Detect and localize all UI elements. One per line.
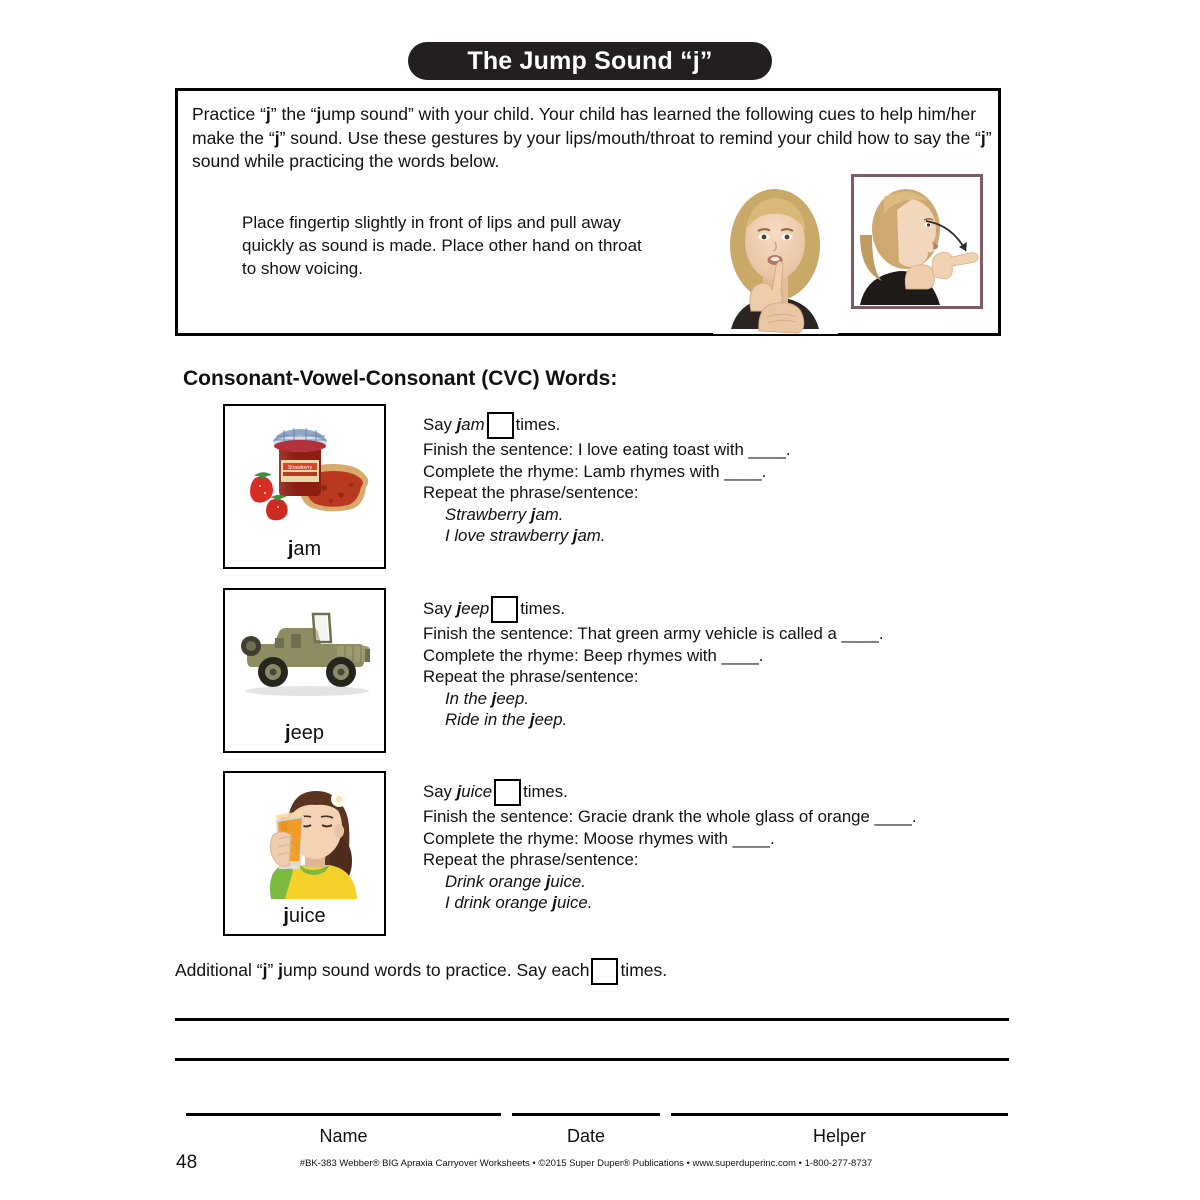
- complete-rhyme-jeep: Complete the rhyme: Beep rhymes with ____.: [423, 645, 764, 665]
- svg-text:Strawberry: Strawberry: [287, 465, 313, 471]
- complete-rhyme-juice: Complete the rhyme: Moose rhymes with ____.: [423, 828, 775, 848]
- additional-words-instruction: [175, 958, 667, 985]
- jam-illustration: [229, 410, 380, 534]
- instruction-paragraph: Practice “j” the “jump sound” with your child. Your child has learned the following cues to help him/her make the “j” sound. Use these gestures by your lips/mouth/throat to remind your child how to say the “j” sound while practicing the words below.: [192, 104, 992, 171]
- repeat-phrase-jam-2: I love strawberry jam.: [445, 525, 606, 545]
- additional-part-4: j: [278, 960, 284, 980]
- date-signature-line[interactable]: [512, 1113, 660, 1116]
- say-count-checkbox-juice[interactable]: [494, 779, 521, 806]
- say-suffix: times.: [515, 415, 561, 434]
- repeat-phrase-jeep-1: In the jeep.: [445, 688, 529, 708]
- section-heading: Consonant-Vowel-Consonant (CVC) Words:: [183, 367, 618, 390]
- woman-frontal-cue-photo: [713, 179, 838, 334]
- helper-signature-line[interactable]: [671, 1113, 1008, 1116]
- name-label: Name: [319, 1126, 368, 1146]
- picture-frame-jam: [223, 404, 386, 569]
- page-title-banner: [408, 42, 772, 80]
- picture-label-jam: jam: [287, 538, 322, 560]
- say-suffix: times.: [523, 782, 568, 801]
- say-prefix: Say: [423, 599, 452, 618]
- repeat-prompt-jeep: Repeat the phrase/sentence:: [423, 667, 639, 686]
- complete-rhyme-jam: Complete the rhyme: Lamb rhymes with ____.: [423, 461, 767, 481]
- juice-illustration: [229, 777, 380, 901]
- say-line-juice: Say juice times.: [423, 779, 1023, 806]
- word-lines-jam: [423, 412, 1023, 546]
- instruction-box: [175, 88, 1001, 336]
- picture-label-jeep: jeep: [285, 722, 324, 744]
- say-prefix: Say: [423, 782, 452, 801]
- say-suffix: times.: [520, 599, 566, 618]
- finish-sentence-juice: Finish the sentence: Gracie drank the whole glass of orange ____.: [423, 807, 917, 826]
- page-number: 48: [176, 1152, 198, 1173]
- write-in-line-1[interactable]: [175, 1018, 1009, 1021]
- repeat-phrase-jam-1: Strawberry jam.: [445, 504, 564, 524]
- picture-frame-jeep: [223, 588, 386, 753]
- picture-frame-juice: [223, 771, 386, 936]
- page-title: The Jump Sound “j”: [467, 46, 713, 75]
- repeat-phrase-juice-1: Drink orange juice.: [445, 871, 586, 891]
- woman-profile-cue-photo: [851, 174, 983, 309]
- helper-label: Helper: [812, 1126, 867, 1146]
- additional-part-2: j: [262, 960, 268, 980]
- write-in-line-2[interactable]: [175, 1058, 1009, 1061]
- additional-part-3: ”: [267, 960, 279, 980]
- repeat-prompt-jam: Repeat the phrase/sentence:: [423, 483, 639, 502]
- date-label: Date: [566, 1126, 606, 1146]
- say-count-checkbox-jeep[interactable]: [491, 596, 518, 623]
- repeat-phrase-juice-2: I drink orange juice.: [445, 892, 593, 912]
- repeat-prompt-juice: Repeat the phrase/sentence:: [423, 850, 639, 869]
- repeat-phrase-jeep-2: Ride in the jeep.: [445, 709, 568, 729]
- name-signature-line[interactable]: [186, 1113, 501, 1116]
- additional-count-checkbox[interactable]: [591, 958, 618, 985]
- finish-sentence-jeep: Finish the sentence: That green army vehicle is called a ____.: [423, 624, 884, 643]
- say-prefix: Say: [423, 415, 452, 434]
- additional-part-1: Additional “: [175, 960, 263, 980]
- word-lines-juice: [423, 779, 1023, 913]
- say-line-jeep: Say jeep times.: [423, 596, 1023, 623]
- say-count-checkbox-jam[interactable]: [487, 412, 514, 439]
- say-line-jam: Say jam times.: [423, 412, 1023, 439]
- jeep-illustration: [229, 594, 380, 718]
- copyright-notice: #BK-383 Webber® BIG Apraxia Carryover Worksheets • ©2015 Super Duper® Publications • www.superduperinc.com • 1-800-277-8737: [299, 1158, 873, 1169]
- picture-label-juice: juice: [283, 905, 326, 927]
- additional-part-6: times.: [620, 960, 668, 980]
- additional-part-5: ump sound words to practice. Say each: [283, 960, 590, 980]
- finish-sentence-jam: Finish the sentence: I love eating toast with ____.: [423, 440, 791, 459]
- word-lines-jeep: [423, 596, 1023, 730]
- cue-description: Place fingertip slightly in front of lips and pull away quickly as sound is made. Place other hand on throat to show voicing.: [242, 213, 642, 278]
